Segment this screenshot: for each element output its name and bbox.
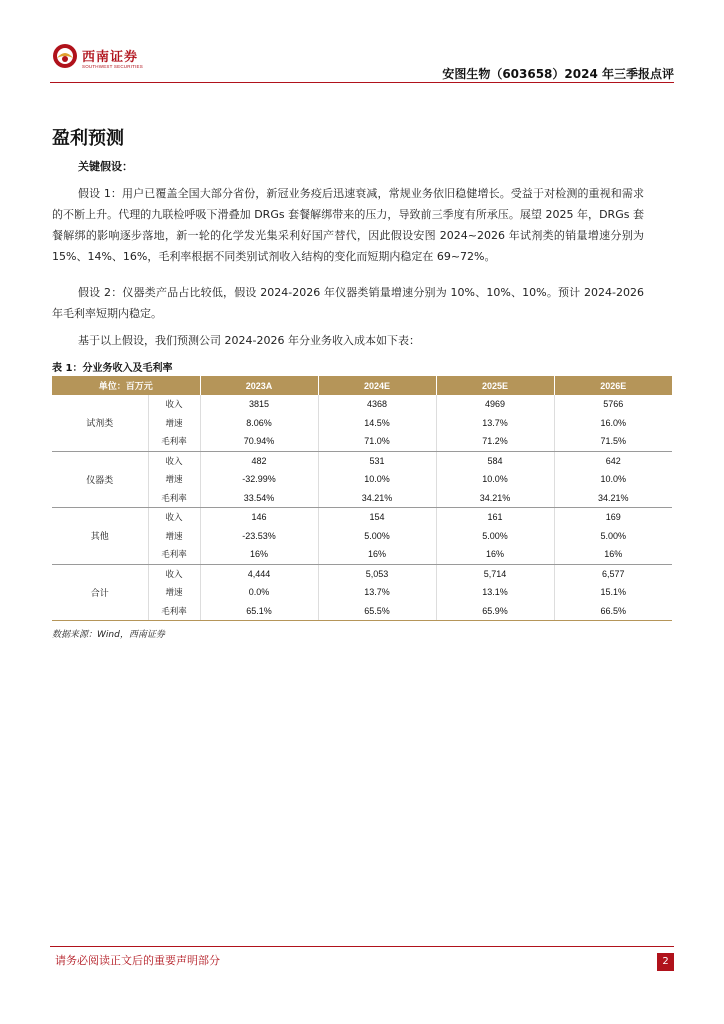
key-assumptions-heading: 关键假设： bbox=[78, 160, 133, 173]
value-cell: 34.21% bbox=[554, 489, 672, 508]
metric-cell: 毛利率 bbox=[148, 602, 200, 621]
value-cell: 584 bbox=[436, 451, 554, 470]
logo-english-text: SOUTHWEST SECURITIES bbox=[82, 64, 143, 69]
value-cell: 154 bbox=[318, 508, 436, 527]
value-cell: 16% bbox=[200, 545, 318, 564]
value-cell: 15.1% bbox=[600, 587, 627, 598]
value-cell: 65.9% bbox=[436, 602, 554, 621]
brand-logo bbox=[52, 43, 152, 75]
disclaimer-notice: 请务必阅读正文后的重要声明部分 bbox=[55, 954, 220, 967]
value-cell: 66.5% bbox=[554, 602, 672, 621]
year-header: 2025E bbox=[436, 376, 554, 395]
value-cell: 4969 bbox=[436, 395, 554, 414]
value-cell: 6,577 bbox=[602, 568, 625, 579]
value-cell: 5,053 bbox=[318, 564, 436, 583]
value-cell: 8.06% bbox=[200, 414, 318, 433]
year-header: 2023A bbox=[200, 376, 318, 395]
value-cell: 16.0% bbox=[600, 417, 627, 428]
metric-cell: 增速 bbox=[148, 527, 200, 546]
data-source-note: 数据来源：Wind，西南证券 bbox=[52, 630, 165, 640]
revenue-table-container bbox=[52, 376, 672, 621]
value-cell: -23.53% bbox=[200, 527, 318, 546]
value-cell: 10.0% bbox=[318, 470, 436, 489]
table-row bbox=[52, 395, 672, 414]
metric-cell: 毛利率 bbox=[148, 489, 200, 508]
year-header: 2026E bbox=[554, 376, 672, 395]
value-cell: 5766 bbox=[603, 399, 624, 410]
metric-cell: 增速 bbox=[148, 470, 200, 489]
assumption-1-paragraph: 假设 1：用户已覆盖全国大部分省份，新冠业务疫后迅速衰减，常规业务依旧稳健增长。受益于对检测的重视和需求的不断上升。代理的九联检呼吸下滑叠加 DRGs 套餐解绑带来的压力，导致前三季度有所承压。展望 2025 年，DRGs 套餐解绑的影响逐步落地，新一轮的化学发光集采利好国产替代，因此假设安图 2024~2026 年试剂类的销量增速分别为 15%、14%、16%，毛利率根据不同类别试剂收入结构的变化而短期内稳定在 69~72%。 bbox=[52, 187, 644, 263]
logo-chinese-text: 西南证券 bbox=[82, 50, 139, 65]
value-cell: 13.1% bbox=[436, 583, 554, 602]
company-emblem-icon bbox=[52, 43, 78, 69]
category-cell: 试剂类 bbox=[52, 395, 148, 451]
value-cell: 5.00% bbox=[600, 530, 627, 541]
value-cell: 13.7% bbox=[318, 583, 436, 602]
value-cell: 5,714 bbox=[436, 564, 554, 583]
value-cell: 531 bbox=[318, 451, 436, 470]
value-cell: 3815 bbox=[200, 395, 318, 414]
value-cell: 0.0% bbox=[200, 583, 318, 602]
metric-cell: 收入 bbox=[148, 451, 200, 470]
table-row bbox=[52, 564, 672, 583]
category-cell: 其他 bbox=[52, 508, 148, 565]
value-cell: 71.0% bbox=[318, 432, 436, 451]
value-cell: 65.1% bbox=[200, 602, 318, 621]
table-row bbox=[52, 451, 672, 470]
report-title: 安图生物（603658）2024 年三季报点评 bbox=[442, 67, 674, 81]
revenue-margin-table bbox=[52, 376, 672, 621]
value-cell: 5.00% bbox=[436, 527, 554, 546]
value-cell: 13.7% bbox=[436, 414, 554, 433]
value-cell: 16% bbox=[436, 545, 554, 564]
value-cell: 70.94% bbox=[200, 432, 318, 451]
page-number: 2 bbox=[657, 953, 674, 971]
metric-cell: 收入 bbox=[148, 508, 200, 527]
value-cell: 14.5% bbox=[318, 414, 436, 433]
footer-divider bbox=[50, 946, 674, 947]
value-cell: 146 bbox=[200, 508, 318, 527]
value-cell: 65.5% bbox=[318, 602, 436, 621]
value-cell: 4368 bbox=[318, 395, 436, 414]
value-cell: 71.2% bbox=[436, 432, 554, 451]
value-cell: 482 bbox=[200, 451, 318, 470]
metric-cell: 收入 bbox=[148, 395, 200, 414]
value-cell: 4,444 bbox=[200, 564, 318, 583]
value-cell: 161 bbox=[436, 508, 554, 527]
metric-cell: 增速 bbox=[148, 414, 200, 433]
value-cell: 5.00% bbox=[318, 527, 436, 546]
value-cell: 16% bbox=[318, 545, 436, 564]
value-cell: 10.0% bbox=[436, 470, 554, 489]
metric-cell: 增速 bbox=[148, 583, 200, 602]
value-cell: 16% bbox=[554, 545, 672, 564]
category-cell: 仪器类 bbox=[52, 451, 148, 508]
header-divider bbox=[50, 82, 674, 83]
value-cell: 10.0% bbox=[600, 474, 627, 485]
assumption-2-paragraph: 假设 2：仪器类产品占比较低，假设 2024-2026 年仪器类销量增速分别为 10%、10%、10%。预计 2024-2026 年毛利率短期内稳定。 bbox=[52, 286, 644, 320]
section-title: 盈利预测 bbox=[52, 128, 124, 149]
value-cell: 169 bbox=[605, 512, 621, 523]
table-row bbox=[52, 508, 672, 527]
metric-cell: 毛利率 bbox=[148, 545, 200, 564]
table-caption: 表 1：分业务收入及毛利率 bbox=[52, 363, 173, 374]
table-header-row bbox=[52, 376, 672, 395]
metric-cell: 收入 bbox=[148, 564, 200, 583]
value-cell: -32.99% bbox=[200, 470, 318, 489]
forecast-intro-paragraph: 基于以上假设，我们预测公司 2024-2026 年分业务收入成本如下表： bbox=[78, 334, 420, 347]
metric-cell: 毛利率 bbox=[148, 432, 200, 451]
category-cell: 合计 bbox=[52, 564, 148, 621]
year-header: 2024E bbox=[318, 376, 436, 395]
value-cell: 34.21% bbox=[318, 489, 436, 508]
value-cell: 33.54% bbox=[200, 489, 318, 508]
value-cell: 642 bbox=[605, 455, 621, 466]
unit-header: 单位：百万元 bbox=[52, 376, 200, 395]
value-cell: 34.21% bbox=[436, 489, 554, 508]
value-cell: 71.5% bbox=[554, 432, 672, 451]
